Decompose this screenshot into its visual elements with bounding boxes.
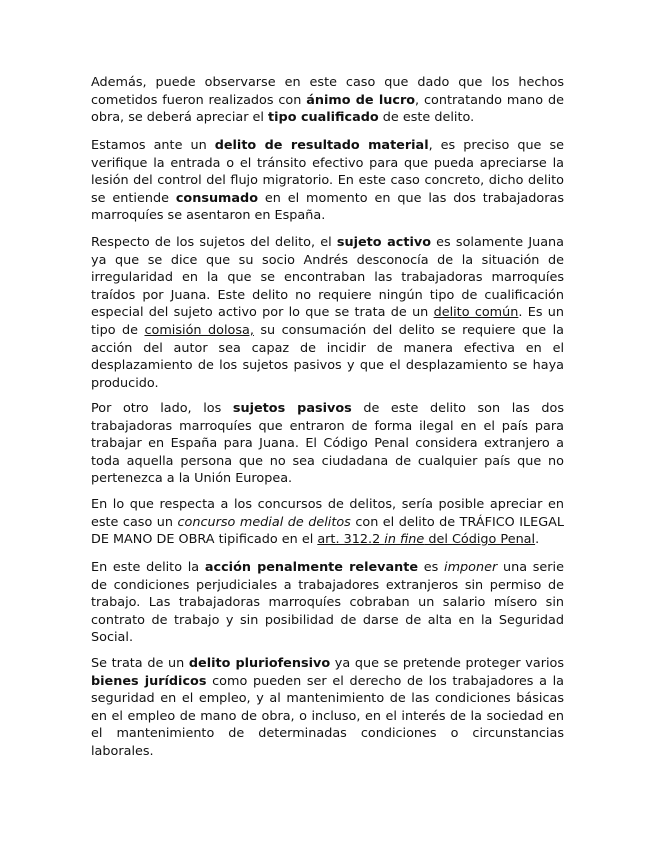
paragraph-lucro <box>91 74 564 127</box>
text-run: con el delito de TRÁFICO ILEGAL DE MANO DE OBRA tipificado en el <box>91 514 564 548</box>
text-run: Respecto de los sujetos del delito, el <box>91 235 337 250</box>
bold-term: bienes jurídicos <box>91 673 207 689</box>
underlined-reference: in fine <box>384 532 425 548</box>
bold-term: sujetos pasivos <box>232 401 352 416</box>
text-run: En lo que respecta a los concursos de delitos, sería posible apreciar en este caso un <box>91 497 564 530</box>
text-run: , es preciso que se verifique la entrada o el tránsito efectivo para que pueda apreciarse la lesión del control del flujo migratorio. En este caso concreto, dicho delito se entiende <box>91 138 564 206</box>
bold-term: tipo cualificado <box>268 110 379 126</box>
bold-term: delito pluriofensivo <box>188 656 331 671</box>
text-run: es solamente Juana ya que se dice que su socio Andrés desconocía de la situación de irregularidad en la que se encontraban las trabajadoras marroquíes traídos por Juana. Este delito no requiere ningún tipo de cualificación especial del sujeto activo por lo que se trata de un <box>91 235 565 321</box>
underlined-reference: del Código Penal <box>424 532 536 548</box>
text-run: de este delito son las dos trabajadoras marroquíes que entraron de forma ilegal en el país para trabajar en España para Juana. El Código Penal considera extranjero a toda aquella persona que no sea ciudadana de cualquier país que no pertenezca a la Unión Europea. <box>91 401 564 487</box>
text-run: Por otro lado, los <box>91 401 233 416</box>
underlined-reference: delito común <box>433 305 519 321</box>
text-run: como pueden ser el derecho de los trabajadores a la seguridad en el empleo, y al mantenimiento de las condiciones básicas en el empleo de mano de obra, o incluso, en el interés de la sociedad en el mantenimiento de determinadas condiciones o circunstancias laborales. <box>91 673 564 759</box>
underlined-reference: art. 312.2 <box>317 532 385 548</box>
text-run: Además, puede observarse en este caso que dado que los hechos cometidos fueron realizados con <box>91 75 564 108</box>
bold-term: consumado <box>175 190 258 206</box>
text-run: En este delito la <box>91 560 205 575</box>
text-run: su consumación del delito se requiere que la acción del autor sea capaz de incidir de manera efectiva en el desplazamiento de los sujetos pasivos y que el desplazamiento se haya producido. <box>91 322 564 391</box>
bold-term: sujeto activo <box>336 235 431 250</box>
bold-term: ánimo de lucro <box>306 92 416 108</box>
text-run: en el momento en que las dos trabajadoras marroquíes se asentaron en España. <box>91 190 564 224</box>
bold-term: delito de resultado material <box>214 138 429 153</box>
text-run: . <box>535 532 540 548</box>
underlined-reference: comisión dolosa, <box>144 322 254 338</box>
paragraph-sujetos-pasivos <box>91 400 564 488</box>
bold-term: acción penalmente relevante <box>204 560 419 575</box>
text-run: ya que se pretende proteger varios <box>330 656 565 671</box>
italic-term: imponer <box>444 560 498 575</box>
paragraph-pluriofensivo <box>91 655 564 761</box>
text-run: es <box>418 560 445 575</box>
paragraph-sujeto-activo <box>91 234 564 392</box>
text-run: Se trata de un <box>91 656 189 671</box>
text-run: , contratando mano de obra, se deberá apreciar el <box>91 92 564 126</box>
text-run: . Es un tipo de <box>91 305 564 338</box>
paragraph-concursos <box>91 496 564 549</box>
italic-term: concurso medial de delitos <box>177 514 351 530</box>
paragraph-accion <box>91 559 564 647</box>
text-run: de este delito. <box>378 110 475 126</box>
paragraph-resultado <box>91 137 564 225</box>
text-run: una serie de condiciones perjudiciales a trabajadores extranjeros sin permiso de trabajo. Las trabajadoras marroquíes cobraban un salario mísero sin contrato de trabajo y sin posibilidad de darse de alta en la Seguridad Social. <box>91 560 564 646</box>
text-run: Estamos ante un <box>91 138 215 153</box>
